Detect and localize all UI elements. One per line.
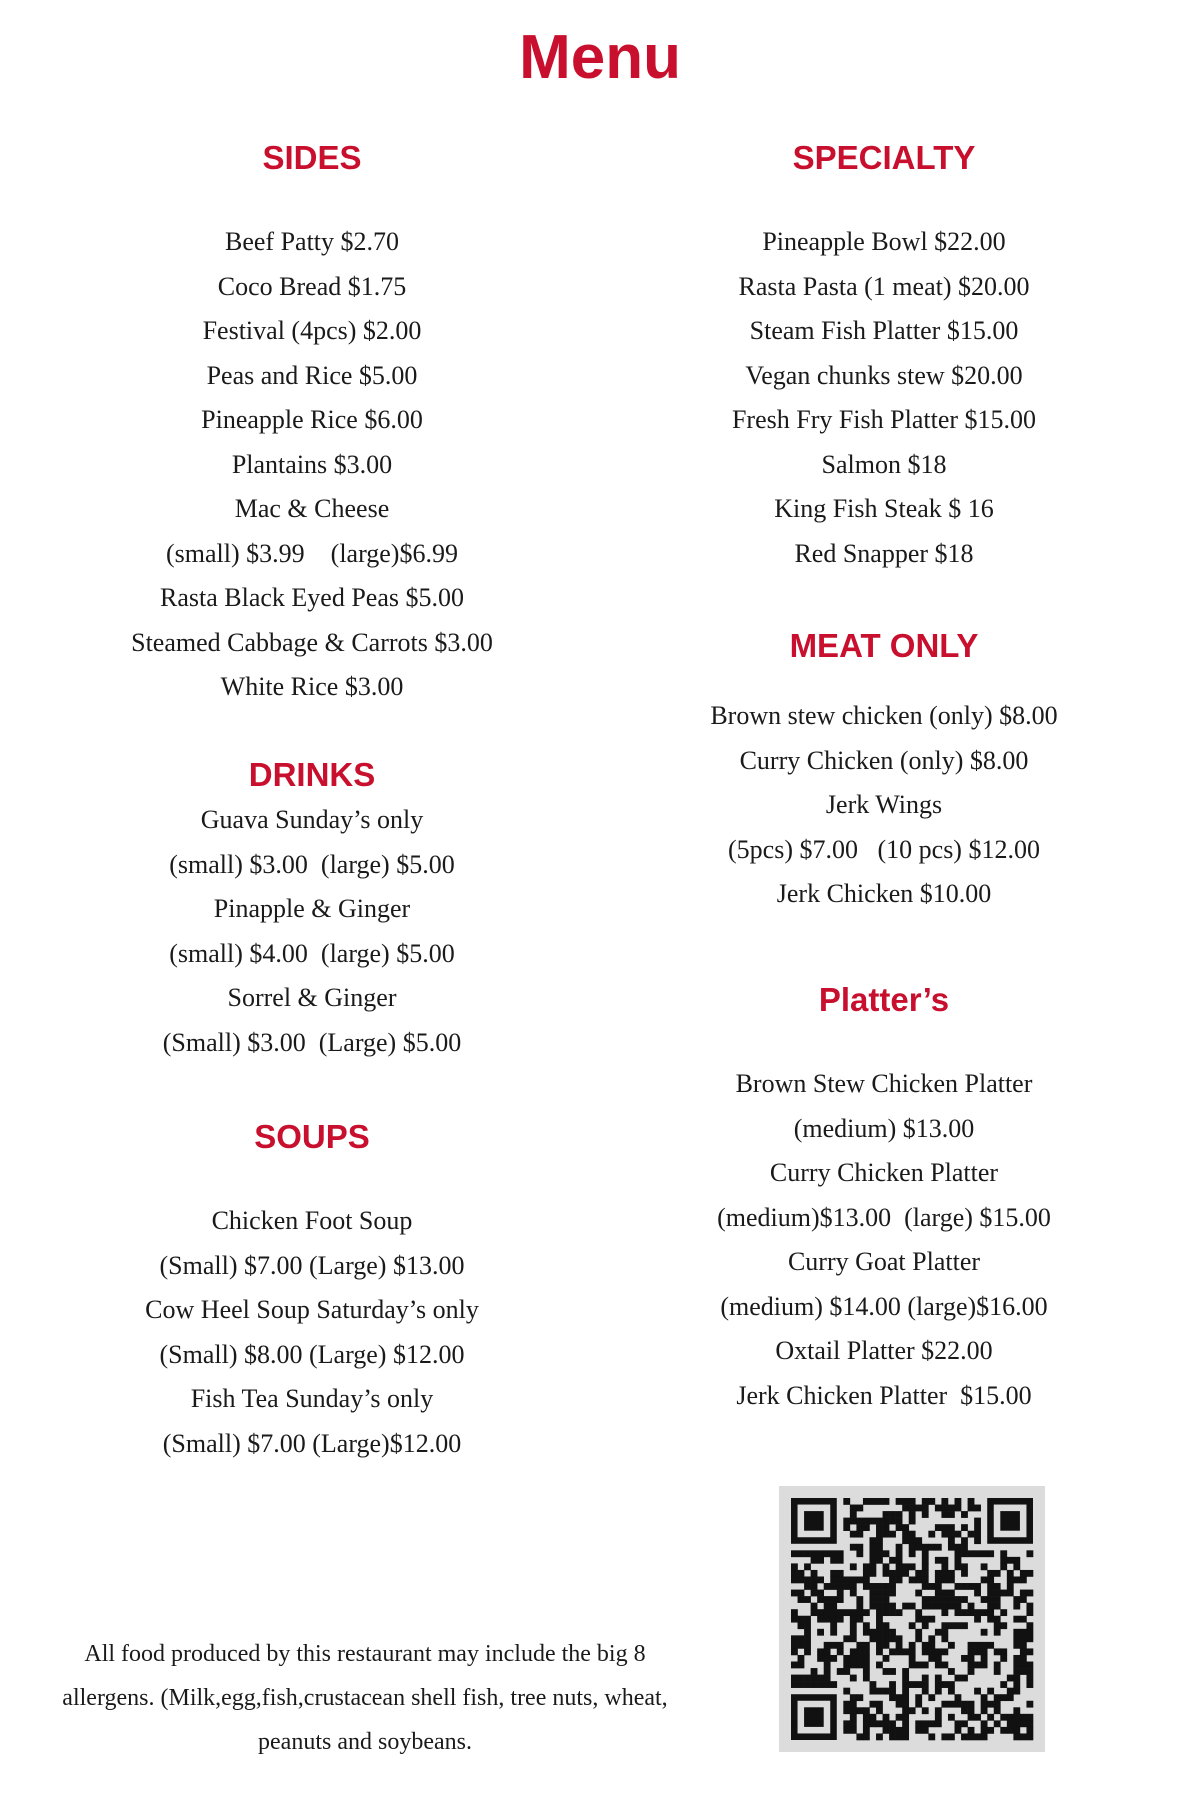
drinks-heading: DRINKS — [248, 756, 376, 793]
section-meat-only — [624, 626, 1144, 917]
menu-item: Curry Goat Platter — [787, 1247, 981, 1276]
menu-item: White Rice $3.00 — [220, 672, 404, 701]
menu-item: Red Snapper $18 — [794, 538, 974, 568]
menu-item: Beef Patty $2.70 — [224, 227, 400, 256]
menu-item: Peas and Rice $5.00 — [206, 360, 418, 390]
menu-item: Pineapple Rice $6.00 — [201, 405, 423, 434]
menu-item: Sorrel & Ginger — [227, 983, 397, 1012]
sides-heading: SIDES — [262, 139, 362, 176]
meat-only-heading: MEAT ONLY — [789, 627, 979, 664]
qr-code-icon[interactable] — [779, 1486, 1045, 1752]
menu-title: Menu — [519, 23, 681, 92]
allergen-note: All food produced by this restaurant may include the big 8 allergens. (Milk,egg,fish,crustacean shell fish, tree nuts, wheat, peanuts and soybeans. — [62, 1641, 668, 1755]
menu-item: Rasta Pasta (1 meat) $20.00 — [738, 271, 1030, 301]
menu-item: Coco Bread $1.75 — [217, 271, 407, 301]
menu-item: Rasta Black Eyed Peas $5.00 — [160, 583, 464, 612]
sides-list — [52, 220, 572, 710]
menu-item: Oxtail Platter $22.00 — [775, 1336, 993, 1365]
menu-item: (small) $3.99 (large)$6.99 — [166, 538, 458, 568]
menu-item: (small) $3.00 (large) $5.00 — [169, 849, 455, 879]
specialty-list — [624, 220, 1144, 576]
menu-item: Vegan chunks stew $20.00 — [745, 360, 1023, 390]
menu-item: Pineapple Bowl $22.00 — [762, 227, 1006, 256]
menu-item: Steamed Cabbage & Carrots $3.00 — [131, 627, 493, 657]
section-drinks — [52, 755, 572, 1065]
section-sides — [52, 138, 572, 710]
menu-item: Curry Chicken (only) $8.00 — [739, 745, 1029, 775]
menu-item: Brown stew chicken (only) $8.00 — [710, 701, 1058, 730]
menu-item: Festival (4pcs) $2.00 — [202, 316, 422, 345]
menu-item: Fresh Fry Fish Platter $15.00 — [731, 405, 1037, 434]
menu-item: Brown Stew Chicken Platter — [735, 1069, 1033, 1098]
menu-item: Chicken Foot Soup — [211, 1206, 413, 1235]
menu-item: (5pcs) $7.00 (10 pcs) $12.00 — [728, 834, 1040, 864]
menu-item: (Small) $7.00 (Large) $13.00 — [159, 1250, 465, 1280]
menu-item: (medium) $14.00 (large)$16.00 — [720, 1291, 1048, 1321]
menu-item: Pinapple & Ginger — [213, 894, 411, 923]
menu-item: Cow Heel Soup Saturday’s only — [145, 1295, 479, 1324]
section-soups — [52, 1117, 572, 1466]
menu-item: Jerk Chicken Platter $15.00 — [736, 1380, 1032, 1410]
menu-item: Guava Sunday’s only — [200, 805, 424, 834]
menu-item: Jerk Wings — [825, 790, 943, 819]
soups-list — [52, 1199, 572, 1466]
menu-item: (Small) $3.00 (Large) $5.00 — [162, 1027, 462, 1057]
platters-heading: Platter’s — [818, 981, 950, 1018]
drinks-list — [52, 798, 572, 1065]
menu-item: Mac & Cheese — [234, 494, 390, 523]
menu-item: (medium) $13.00 — [793, 1113, 975, 1143]
menu-item: Jerk Chicken $10.00 — [776, 879, 992, 908]
menu-item: Fish Tea Sunday’s only — [190, 1384, 434, 1413]
menu-item: Curry Chicken Platter — [769, 1158, 999, 1187]
menu-item: (medium)$13.00 (large) $15.00 — [717, 1202, 1051, 1232]
menu-item: King Fish Steak $ 16 — [774, 494, 994, 523]
soups-heading: SOUPS — [254, 1118, 370, 1155]
specialty-heading: SPECIALTY — [792, 139, 976, 176]
section-specialty — [624, 138, 1144, 576]
menu-item: (Small) $7.00 (Large)$12.00 — [162, 1428, 462, 1458]
qr-code-graphic — [779, 1486, 1045, 1752]
menu-item: Salmon $18 — [821, 449, 947, 479]
menu-item: (Small) $8.00 (Large) $12.00 — [159, 1339, 465, 1369]
menu-item: Plantains $3.00 — [231, 449, 393, 479]
menu-item: Steam Fish Platter $15.00 — [749, 316, 1019, 345]
platters-list — [624, 1062, 1144, 1418]
menu-item: (small) $4.00 (large) $5.00 — [169, 938, 455, 968]
meat-only-list — [624, 694, 1144, 917]
section-platters — [624, 980, 1144, 1418]
